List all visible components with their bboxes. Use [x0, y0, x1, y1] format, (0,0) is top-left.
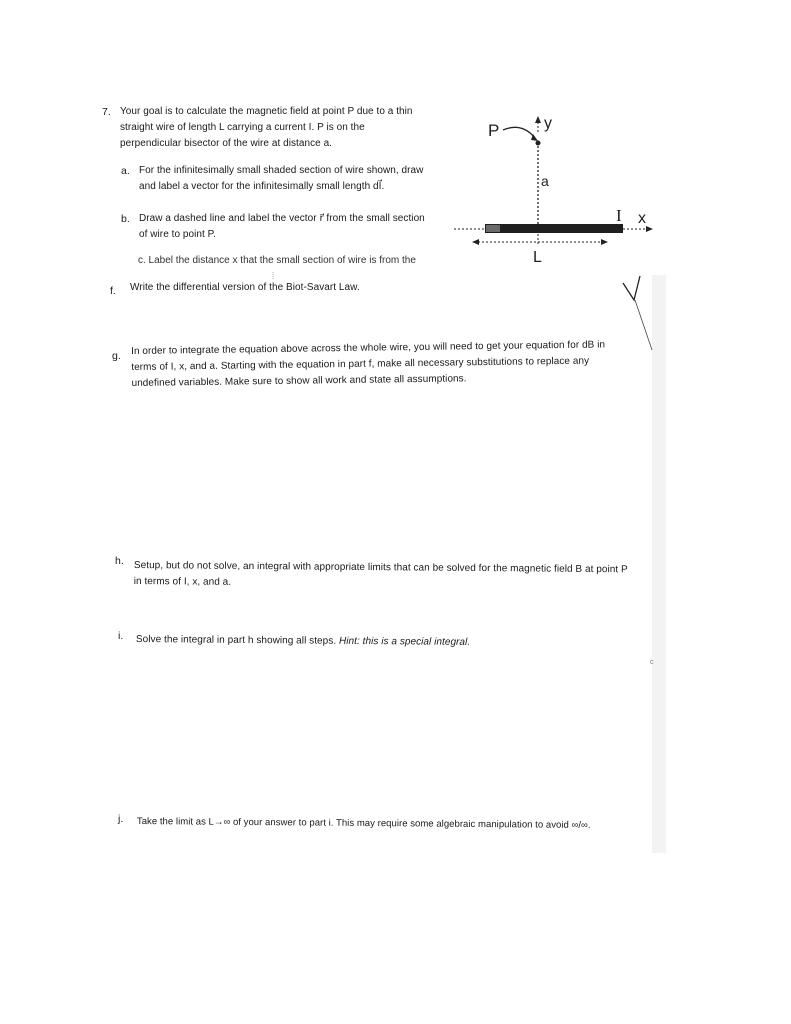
wire: [485, 224, 623, 233]
part-i-hint: Hint: this is a special integral.: [338, 635, 471, 648]
arrow-head-icon: [535, 116, 541, 123]
part-line: Setup, but do not solve, an integral with appropriate limits that can be solved for the magnetic field B at point P: [133, 559, 628, 576]
part-line: Draw a dashed line and label the vector r⃗ from the small section: [139, 213, 425, 224]
current-i-label: I: [616, 206, 622, 225]
part-line: In order to integrate the equation above across the whole wire, you will need to get your equation for dB in: [131, 339, 606, 357]
part-i-instruction: Solve the integral in part h showing all steps.: [135, 633, 337, 647]
question-line: perpendicular bisector of the wire at distance a.: [120, 138, 333, 149]
arrow-head-icon: [646, 226, 653, 232]
p-pointer-arrow: [503, 127, 535, 138]
question-number: 7.: [102, 106, 111, 118]
distance-a-label: a: [541, 173, 549, 189]
part-line: undefined variables. Make sure to show all work and state all assumptions.: [131, 373, 467, 389]
point-p-label: P: [488, 121, 500, 140]
shaded-wire-section: [486, 225, 500, 232]
question-line: straight wire of length L carrying a current I. P is on the: [120, 122, 365, 133]
part-line: in terms of I, x, and a.: [133, 575, 232, 588]
x-axis-label: x: [638, 210, 646, 227]
pen-mark: [623, 276, 640, 300]
part-h-letter: h.: [115, 555, 124, 567]
part-a-letter: a.: [121, 165, 130, 177]
part-line: terms of I, x, and a. Starting with the equation in part f, make all necessary substitutions to replace any: [131, 355, 590, 373]
pen-mark: [635, 300, 652, 350]
part-line: and label a vector for the infinitesimally small length dl⃗.: [139, 181, 385, 192]
y-axis-label: y: [544, 115, 552, 132]
part-j-text: Take the limit as L→∞ of your answer to part i. This may require some algebraic manipulation to avoid ∞/∞.: [136, 815, 591, 831]
part-f-text: Write the differential version of the Biot-Savart Law.: [130, 282, 360, 293]
part-g-letter: g.: [112, 350, 121, 362]
stray-mark: c: [650, 659, 654, 666]
part-line: of wire to point P.: [139, 229, 216, 240]
part-line: For the infinitesimally small shaded section of wire shown, draw: [139, 165, 424, 176]
arrow-head-icon: [601, 239, 608, 245]
point-p-dot: [536, 141, 541, 146]
length-l-label: L: [533, 249, 542, 266]
question-line: Your goal is to calculate the magnetic field at point P due to a thin: [120, 106, 413, 117]
part-b-letter: b.: [121, 213, 130, 225]
part-j-letter: j.: [118, 813, 124, 825]
cut-off-text: c. Label the distance x that the small section of wire is from the: [138, 255, 416, 266]
part-i-letter: i.: [118, 630, 124, 642]
part-f-letter: f.: [110, 285, 116, 297]
arrow-head-icon: [472, 239, 479, 245]
